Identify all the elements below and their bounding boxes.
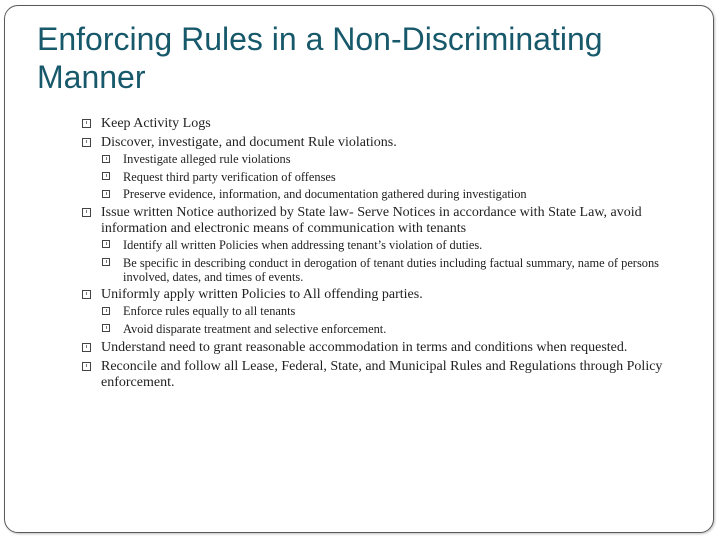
sub-bullet-item	[102, 322, 682, 336]
sub-bullet-list	[102, 152, 682, 201]
sub-bullet-item	[102, 256, 682, 284]
bullet-item	[82, 205, 682, 284]
slide-body	[82, 116, 682, 394]
sub-bullet-text: Avoid disparate treatment and selective enforcement.	[123, 321, 387, 336]
bullet-item	[82, 135, 682, 201]
sub-bullet-text: Be specific in describing conduct in derogation of tenant duties including factual summary, name of persons involved, dates, and times of events.	[123, 255, 659, 284]
square-bullet-icon	[102, 155, 110, 163]
sub-bullet-list	[102, 304, 682, 336]
sub-bullet-item	[102, 170, 682, 184]
square-bullet-icon	[82, 362, 91, 371]
square-bullet-icon	[102, 240, 110, 248]
bullet-text: Discover, investigate, and document Rule violations.	[101, 135, 397, 151]
bullet-text: Keep Activity Logs	[101, 116, 211, 131]
square-bullet-icon	[82, 138, 91, 147]
sub-bullet-list	[102, 238, 682, 284]
sub-bullet-text: Enforce rules equally to all tenants	[123, 304, 296, 319]
bullet-item	[82, 359, 682, 391]
bullet-text: Issue written Notice authorized by State law- Serve Notices in accordance with State Law, avoid information and electronic means of communication with tenants	[101, 204, 642, 236]
square-bullet-icon	[82, 208, 91, 217]
bullet-text: Uniformly apply written Policies to All offending parties.	[101, 287, 423, 303]
sub-bullet-item	[102, 187, 682, 201]
bullet-text: Understand need to grant reasonable accommodation in terms and conditions when requested.	[101, 339, 628, 355]
square-bullet-icon	[82, 343, 91, 352]
bullet-item	[82, 116, 682, 132]
bullet-item	[82, 287, 682, 336]
square-bullet-icon	[82, 290, 91, 299]
square-bullet-icon	[102, 324, 110, 332]
square-bullet-icon	[102, 190, 110, 198]
square-bullet-icon	[82, 119, 91, 128]
slide-title: Enforcing Rules in a Non-Discriminating Manner	[37, 21, 603, 95]
sub-bullet-item	[102, 304, 682, 318]
sub-bullet-text: Request third party verification of offenses	[123, 169, 336, 184]
sub-bullet-text: Investigate alleged rule violations	[123, 152, 291, 167]
square-bullet-icon	[102, 307, 110, 315]
sub-bullet-text: Preserve evidence, information, and documentation gathered during investigation	[123, 187, 527, 202]
bullet-text: Reconcile and follow all Lease, Federal, State, and Municipal Rules and Regulations through Policy enforcement.	[101, 358, 663, 390]
square-bullet-icon	[102, 172, 110, 180]
sub-bullet-text: Identify all written Policies when addressing tenant’s violation of duties.	[123, 237, 483, 252]
sub-bullet-item	[102, 152, 682, 166]
sub-bullet-item	[102, 238, 682, 252]
square-bullet-icon	[102, 258, 110, 266]
bullet-list	[82, 116, 682, 391]
bullet-item	[82, 340, 682, 356]
